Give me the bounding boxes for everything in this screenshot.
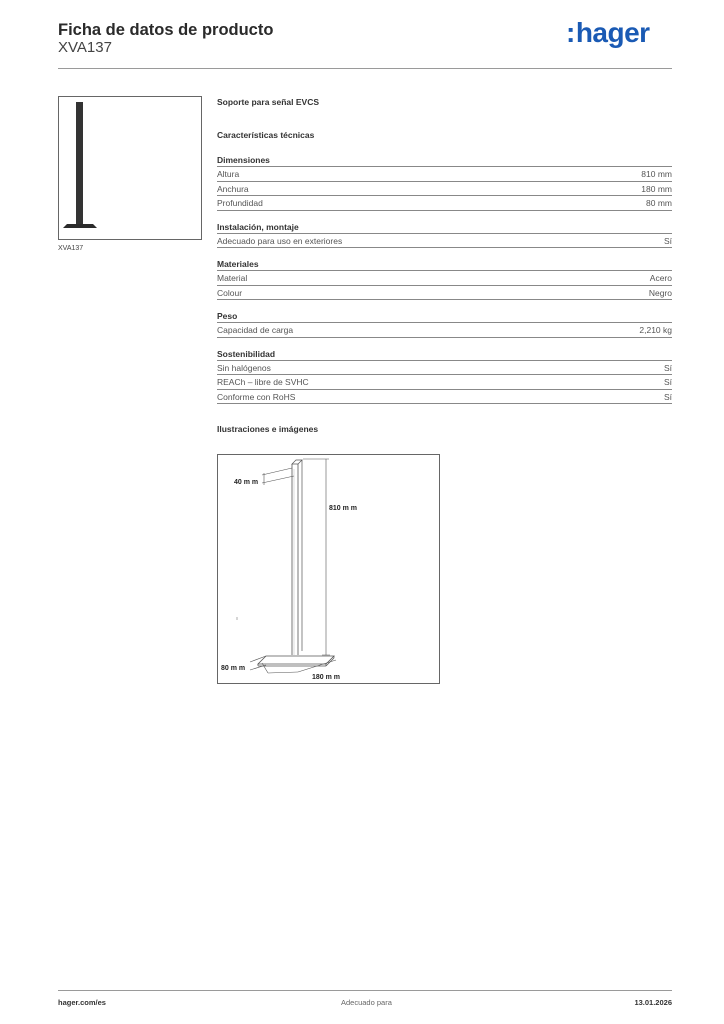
spec-row — [217, 375, 672, 390]
hager-logo — [566, 17, 650, 49]
spec-label: Adecuado para uso en exteriores — [217, 235, 343, 246]
spec-row — [217, 234, 672, 249]
spec-row — [217, 286, 672, 301]
spec-label: Altura — [217, 169, 240, 179]
dimension-label-base-depth: 80 m m — [221, 665, 246, 672]
section-title: Dimensiones — [217, 154, 672, 167]
section-peso — [217, 310, 672, 338]
section-instalacion — [217, 221, 672, 249]
spec-row — [217, 361, 672, 376]
spec-label: Capacidad de carga — [217, 325, 294, 335]
section-sostenibilidad — [217, 348, 672, 405]
section-title: Materiales — [217, 258, 672, 271]
dimension-label-height: 810 m m — [329, 505, 358, 512]
spec-value: Sí — [663, 391, 672, 402]
dimension-drawing-icon — [218, 455, 439, 683]
logo-text: hager — [575, 17, 650, 48]
technical-characteristics-title: Características técnicas — [217, 130, 315, 140]
section-materiales — [217, 258, 672, 300]
product-thumbnail — [58, 96, 202, 240]
footer-center-text: Adecuado para — [341, 998, 392, 1007]
header-divider — [58, 68, 672, 69]
spec-row — [217, 323, 672, 338]
spec-row — [217, 271, 672, 286]
product-code: XVA137 — [58, 39, 112, 56]
dimension-drawing — [217, 454, 440, 684]
spec-row — [217, 196, 672, 211]
spec-label: Colour — [217, 287, 243, 298]
spec-value: Sí — [663, 235, 672, 246]
spec-label: Anchura — [217, 183, 249, 194]
spec-label: Conforme con RoHS — [217, 391, 296, 402]
section-dimensiones — [217, 154, 672, 211]
thumbnail-caption: XVA137 — [58, 245, 84, 252]
footer-website-link[interactable]: hager.com/es — [58, 998, 106, 1007]
spec-row — [217, 390, 672, 405]
post-thumbnail-icon — [59, 97, 201, 239]
section-title: Instalación, montaje — [217, 221, 672, 234]
logo-dots-icon: : — [566, 17, 575, 48]
spec-value: Sí — [663, 377, 672, 387]
page-title: Ficha de datos de producto — [58, 21, 274, 39]
spec-row — [217, 182, 672, 197]
spec-row — [217, 167, 672, 182]
spec-value: Sí — [663, 362, 672, 373]
spec-value: 180 mm — [641, 183, 672, 194]
spec-label: Sin halógenos — [217, 362, 271, 373]
spec-value: 2,210 kg — [639, 325, 672, 335]
spec-content — [217, 96, 672, 435]
spec-value: Negro — [648, 287, 672, 298]
section-title: Peso — [217, 310, 672, 323]
illustrations-title: Ilustraciones e imágenes — [217, 424, 319, 434]
spec-value: 810 mm — [641, 169, 672, 179]
dimension-label-width: 180 m m — [312, 674, 341, 681]
spec-label: Material — [217, 273, 248, 283]
section-title: Sostenibilidad — [217, 348, 672, 361]
spec-label: Profundidad — [217, 198, 263, 208]
dimension-label-top-depth: 40 m m — [234, 479, 259, 486]
footer-date: 13.01.2026 — [634, 998, 672, 1007]
spec-label: REACh – libre de SVHC — [217, 377, 309, 387]
footer-divider — [58, 990, 672, 991]
spec-value: Acero — [649, 273, 672, 283]
spec-value: 80 mm — [646, 198, 672, 208]
product-description: Soporte para señal EVCS — [217, 97, 320, 107]
